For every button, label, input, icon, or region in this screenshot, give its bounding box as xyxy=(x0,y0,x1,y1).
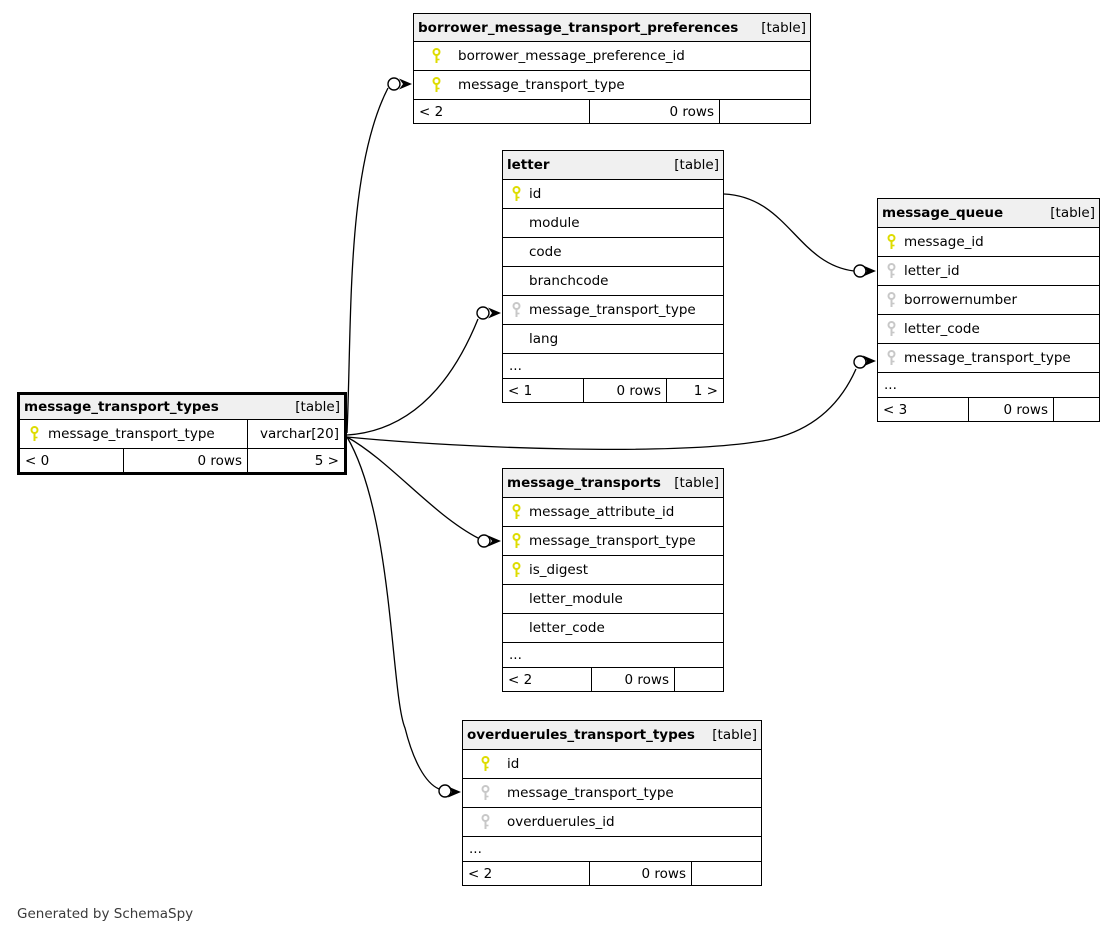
table-name: message_queue xyxy=(882,205,1004,221)
footer-children-count: < 2 xyxy=(508,671,533,688)
table-letter[interactable] xyxy=(502,150,724,403)
ellipsis-row: ... xyxy=(878,373,1099,398)
column-row xyxy=(878,257,1099,286)
column-row xyxy=(503,267,723,296)
foreign-key-icon xyxy=(878,350,904,366)
table-overduerules-transport-types[interactable] xyxy=(462,720,762,886)
column-row xyxy=(503,498,723,527)
footer-parents-count: 5 > xyxy=(247,449,344,472)
column-row xyxy=(878,315,1099,344)
table-name: letter xyxy=(507,157,550,173)
table-tag: [table] xyxy=(761,19,806,36)
column-name: letter_code xyxy=(529,620,605,636)
table-tag: [table] xyxy=(295,399,340,415)
generated-by-note: Generated by SchemaSpy xyxy=(17,906,194,922)
column-row xyxy=(503,238,723,267)
column-row xyxy=(878,228,1099,257)
table-header[interactable] xyxy=(878,199,1099,228)
column-row xyxy=(503,614,723,643)
primary-key-icon xyxy=(414,77,458,93)
table-tag: [table] xyxy=(674,475,719,491)
column-name: branchcode xyxy=(529,273,609,289)
relationship-to-borrower-preferences xyxy=(347,78,412,433)
foreign-key-icon xyxy=(463,785,507,801)
footer-row-count: 0 rows xyxy=(123,449,247,472)
column-name: module xyxy=(529,215,580,231)
footer-row-count: 0 rows xyxy=(589,862,691,885)
table-name: overduerules_transport_types xyxy=(467,727,695,743)
footer-row-count: 0 rows xyxy=(583,379,666,402)
column-row xyxy=(878,286,1099,315)
relationship-to-letter xyxy=(347,307,501,435)
ellipsis-row: ... xyxy=(503,643,723,668)
primary-key-icon xyxy=(414,48,458,64)
table-footer xyxy=(503,668,723,691)
column-row xyxy=(503,585,723,614)
table-name: borrower_message_transport_preferences xyxy=(418,19,739,36)
footer-children-count: < 3 xyxy=(883,401,908,418)
column-name: message_attribute_id xyxy=(529,504,675,520)
table-tag: [table] xyxy=(1050,205,1095,221)
ellipsis-row: ... xyxy=(503,354,723,379)
table-header[interactable] xyxy=(414,14,810,42)
primary-key-icon xyxy=(20,426,48,442)
primary-key-icon xyxy=(463,756,507,772)
column-name: message_transport_type xyxy=(904,350,1071,366)
table-borrower-message-transport-preferences[interactable] xyxy=(413,13,811,124)
table-footer xyxy=(878,398,1099,421)
relationship-letter-id-to-message-queue xyxy=(724,194,876,277)
column-row xyxy=(503,556,723,585)
footer-children-count: < 1 xyxy=(508,382,533,399)
column-name: message_transport_type xyxy=(458,77,625,93)
table-footer xyxy=(503,379,723,402)
column-name: is_digest xyxy=(529,562,589,578)
footer-row-count: 0 rows xyxy=(591,668,674,691)
table-header[interactable] xyxy=(463,721,761,750)
column-row xyxy=(503,296,723,325)
foreign-key-icon xyxy=(463,814,507,830)
footer-children-count: < 2 xyxy=(468,865,493,882)
column-row xyxy=(878,344,1099,373)
column-name: lang xyxy=(529,331,559,347)
column-name: id xyxy=(507,756,520,772)
footer-children-count: < 2 xyxy=(419,103,444,120)
footer-children-count: < 0 xyxy=(25,452,50,469)
table-message-transport-types[interactable] xyxy=(17,392,347,475)
column-name: letter_code xyxy=(904,321,980,337)
primary-key-icon xyxy=(878,234,904,250)
column-row xyxy=(463,750,761,779)
foreign-key-icon xyxy=(503,302,529,318)
footer-row-count: 0 rows xyxy=(589,100,719,123)
foreign-key-icon xyxy=(878,321,904,337)
primary-key-icon xyxy=(503,562,529,578)
primary-key-icon xyxy=(503,186,529,202)
table-footer xyxy=(20,449,344,472)
table-name: message_transport_types xyxy=(24,399,219,415)
footer-parents-count xyxy=(1053,398,1099,421)
footer-parents-count: 1 > xyxy=(666,379,723,402)
column-row xyxy=(414,71,810,100)
column-name: code xyxy=(529,244,562,260)
column-name: message_transport_type xyxy=(48,426,215,442)
relationship-to-overduerules xyxy=(347,437,461,798)
column-row xyxy=(463,808,761,837)
relationship-to-message-transports xyxy=(347,437,501,547)
column-name: id xyxy=(529,186,542,202)
ellipsis-row: ... xyxy=(463,837,761,862)
footer-parents-count xyxy=(719,100,810,123)
table-name: message_transports xyxy=(507,475,661,491)
column-type: varchar[20] xyxy=(247,420,344,448)
footer-parents-count xyxy=(674,668,723,691)
column-row xyxy=(503,325,723,354)
column-name: borrower_message_preference_id xyxy=(458,48,685,64)
primary-key-icon xyxy=(503,533,529,549)
table-header[interactable] xyxy=(503,469,723,498)
column-name: letter_module xyxy=(529,591,623,607)
column-row xyxy=(414,42,810,71)
footer-parents-count xyxy=(691,862,761,885)
column-row xyxy=(20,420,344,449)
primary-key-icon xyxy=(503,504,529,520)
column-row xyxy=(503,209,723,238)
table-header[interactable] xyxy=(503,151,723,180)
column-name: letter_id xyxy=(904,263,960,279)
column-row xyxy=(503,180,723,209)
table-message-queue[interactable] xyxy=(877,198,1100,422)
column-name: overduerules_id xyxy=(507,814,615,830)
column-name: borrowernumber xyxy=(904,292,1018,308)
column-name: message_transport_type xyxy=(529,302,696,318)
table-footer xyxy=(463,862,761,885)
table-tag: [table] xyxy=(712,727,757,743)
table-tag: [table] xyxy=(674,157,719,173)
column-name: message_id xyxy=(904,234,984,250)
foreign-key-icon xyxy=(878,292,904,308)
column-name: message_transport_type xyxy=(529,533,696,549)
column-name: message_transport_type xyxy=(507,785,674,801)
column-row xyxy=(463,779,761,808)
footer-row-count: 0 rows xyxy=(968,398,1053,421)
table-header[interactable] xyxy=(20,395,344,420)
foreign-key-icon xyxy=(878,263,904,279)
column-row xyxy=(503,527,723,556)
table-message-transports[interactable] xyxy=(502,468,724,692)
table-footer xyxy=(414,100,810,123)
